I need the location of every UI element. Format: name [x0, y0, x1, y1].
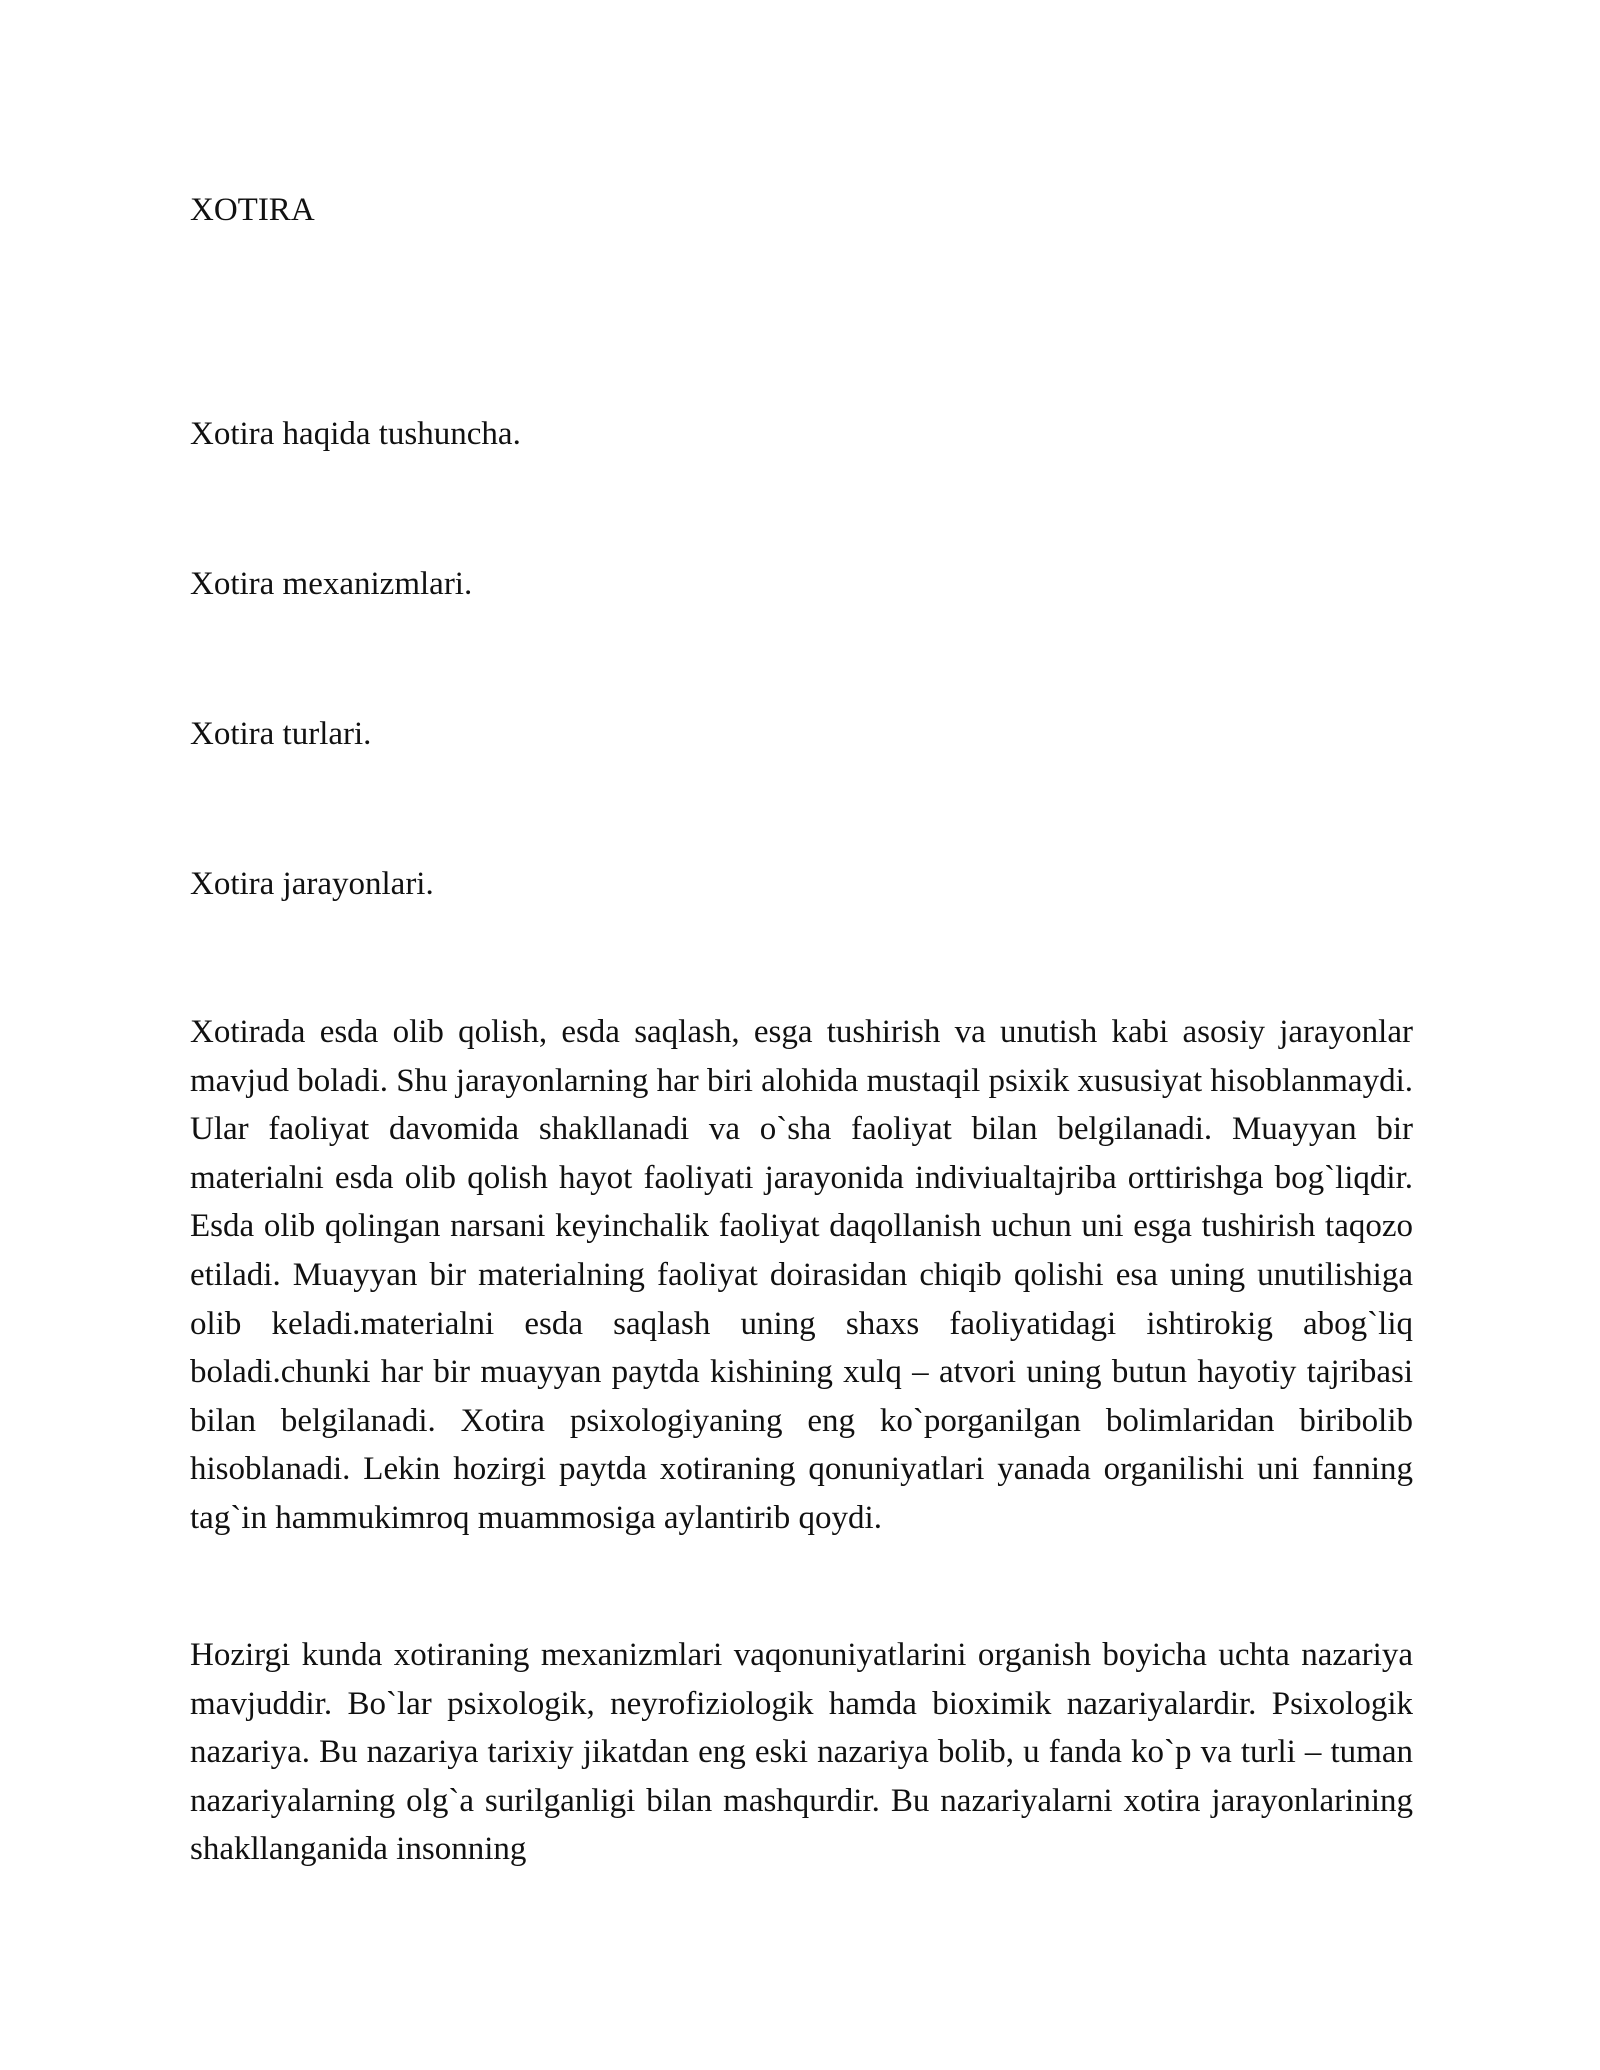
- topic-heading: Xotira mexanizmlari.: [190, 566, 473, 602]
- body-paragraph: Xotirada esda olib qolish, esda saqlash, esga tushirish va unutish kabi asosiy jarayonlar mavjud boladi. Shu jarayonlarning har biri alohida mustaqil psixik xususiyat hisoblanmaydi. Ular faoliyat davomida shakllanadi va o`sha faoliyat bilan belgilanadi. Muayyan bir materialni esda olib qolish hayot faoliyati jarayonida indiviualtajriba orttirishga bog`liqdir. Esda olib qolingan narsani keyinchalik faoliyat daqollanish uchun uni esga tushirish taqozo etiladi. Muayyan bir materialning faoliyat doirasidan chiqib qolishi esa uning unutilishiga olib keladi.materialni esda saqlash uning shaxs faoliyatidagi ishtirokig abog`liq boladi.chunki har bir muayyan paytda kishining xulq – atvori uning butun hayotiy tajribasi bilan belgilanadi. Xotira psixologiyaning eng ko`porganilgan bolimlaridan biribolib hisoblanadi. Lekin hozirgi paytda xotiraning qonuniyatlari yanada organilishi uni fanning tag`in hammukimroq muammosiga aylantirib qoydi.: [190, 1014, 1413, 1536]
- topic-heading: Xotira turlari.: [190, 716, 372, 752]
- topic-heading: Xotira haqida tushuncha.: [190, 416, 521, 452]
- topic-heading: Xotira jarayonlari.: [190, 866, 434, 902]
- document-title: XOTIRA: [190, 192, 315, 228]
- body-paragraph: Hozirgi kunda xotiraning mexanizmlari vaqonuniyatlarini organish boyicha uchta nazariya mavjuddir. Bo`lar psixologik, neyrofiziologik hamda bioximik nazariyalardir. Psixologik nazariya. Bu nazariya tarixiy jikatdan eng eski nazariya bolib, u fanda ko`p va turli – tuman nazariyalarning olg`a surilganligi bilan mashqurdir. Bu nazariyalarni xotira jarayonlarining shakllanganida insonning: [190, 1637, 1413, 1868]
